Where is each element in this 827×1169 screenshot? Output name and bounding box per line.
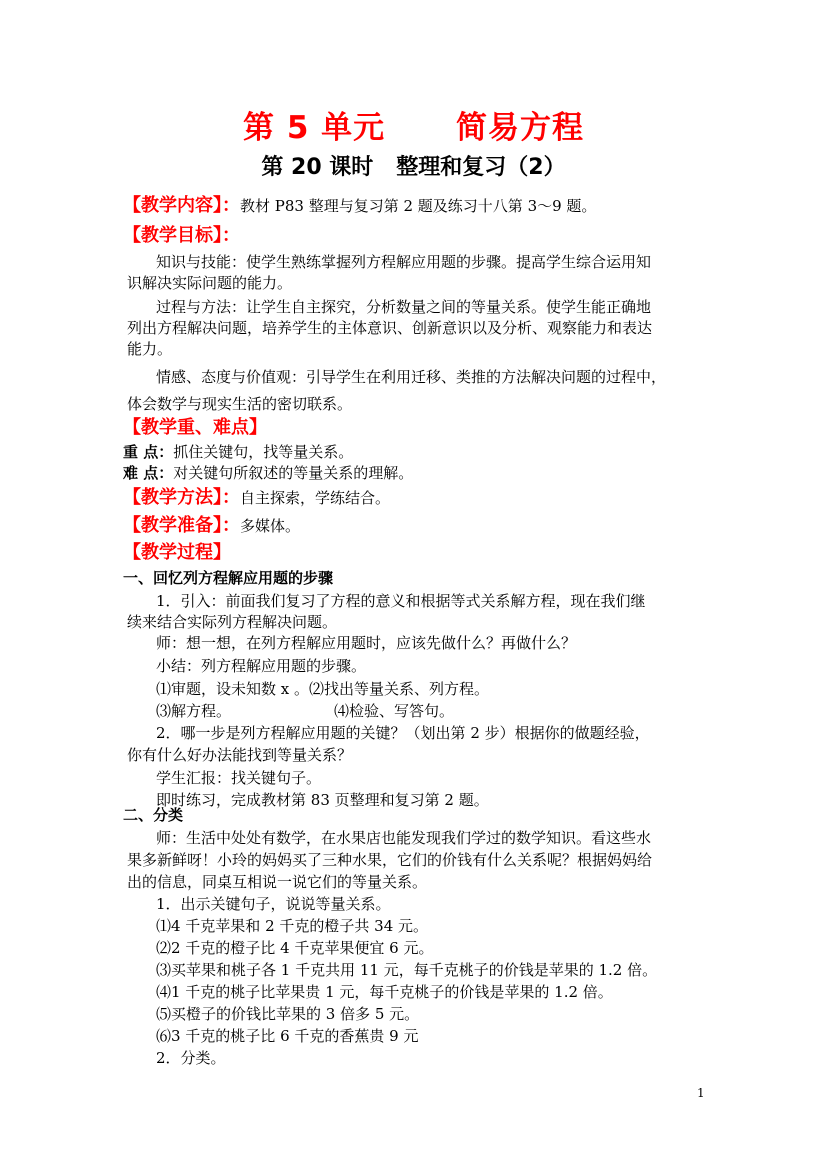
objective-line: 体会数学与现实生活的密切联系。 [127,395,353,413]
difficulty-label: 难 点： [123,464,174,482]
method-text: 自主探索，学练结合。 [240,489,391,507]
difficulty-text: 对关键句所叙述的等量关系的理解。 [173,464,414,482]
content-text: 教材 P83 整理与复习第 2 题及练习十八第 3～9 题。 [240,197,597,215]
objective-line: 列出方程解决问题，培养学生的主体意识、创新意识以及分析、观察能力和表达 [127,319,653,337]
section-two-line: 果多新鲜呀！小玲的妈妈买了三种水果，它们的价钱有什么关系呢？根据妈妈给 [127,851,653,869]
section-two-line: ⑶买苹果和桃子各 1 千克共用 11 元，每千克桃子的价钱是苹果的 1.2 倍。 [156,961,658,979]
process-heading: 【教学过程】 [123,542,231,563]
section-one-line: 师：想一想，在列方程解应用题时，应该先做什么？再做什么？ [156,634,577,652]
key-points-heading-line [123,418,267,438]
section-two-line: 1．出示关键句子，说说等量关系。 [156,895,391,913]
prep-text: 多媒体。 [240,517,301,535]
section-one-line: 你有什么好办法能找到等量关系？ [127,746,353,764]
section-one-line: ⑶解方程。 [156,702,232,720]
page-number: 1 [697,1086,705,1100]
content-line [123,196,596,216]
key-points-heading: 【教学重、难点】 [123,417,267,438]
objective-line: 知识与技能：使学生熟练掌握列方程解应用题的步骤。提高学生综合运用知 [156,253,652,271]
section-two-line: 出的信息，同桌互相说一说它们的等量关系。 [127,873,428,891]
unit-title: 第 5 单元 简易方程 [243,110,584,146]
method-heading: 【教学方法】： [123,487,240,508]
section-one-line: 学生汇报：找关键句子。 [156,769,322,787]
difficulty-line [123,463,413,483]
content-heading: 【教学内容】： [123,195,240,216]
prep-heading: 【教学准备】： [123,515,240,536]
objective-line: 能力。 [127,340,173,358]
section-two-line: ⑵2 千克的橙子比 4 千克苹果便宜 6 元。 [156,939,434,957]
objective-line: 过程与方法：让学生自主探究，分析数量之间的等量关系。使学生能正确地 [156,298,652,316]
section-two-line: ⑷1 千克的桃子比苹果贵 1 元，每千克桃子的价钱是苹果的 1.2 倍。 [156,983,613,1001]
objective-line: 识解决实际问题的能力。 [127,274,293,292]
section-one-title: 一、回忆列方程解应用题的步骤 [123,569,334,587]
lesson-title: 第 20 课时 整理和复习（2） [261,155,566,180]
objective-line: 情感、态度与价值观：引导学生在利用迁移、类推的方法解决问题的过程中， [156,368,667,386]
section-one-line: ⑷检验、写答句。 [334,702,455,720]
section-two-line: ⑹3 千克的桃子比 6 千克的香蕉贵 9 元 [156,1027,419,1045]
section-one-line: ⑴审题，设未知数 x 。⑵找出等量关系、列方程。 [156,680,489,698]
section-one-line: 续来结合实际列方程解决问题。 [127,613,338,631]
section-one-line: 1．引入：前面我们复习了方程的意义和根据等式关系解方程，现在我们继 [156,592,646,610]
section-two-line: ⑸买橙子的价钱比苹果的 3 倍多 5 元。 [156,1005,420,1023]
method-line [123,488,390,508]
objectives-heading-line [123,226,240,246]
section-two-line: ⑴4 千克苹果和 2 千克的橙子共 34 元。 [156,917,429,935]
section-two-line: 师：生活中处处有数学，在水果店也能发现我们学过的数学知识。看这些水 [156,829,652,847]
section-one-line: 即时练习，完成教材第 83 页整理和复习第 2 题。 [156,791,489,809]
key-point-line [123,442,353,462]
section-one-line: 小结：列方程解应用题的步骤。 [156,657,367,675]
key-point-text: 抓住关键句，找等量关系。 [173,443,354,461]
section-two-line: 2．分类。 [156,1049,226,1067]
key-point-label: 重 点： [123,443,174,461]
section-one-line: 2．哪一步是列方程解应用题的关键？（划出第 2 步）根据你的做题经验， [156,724,650,742]
objectives-heading: 【教学目标】： [123,225,240,246]
section-two-title: 二、分类 [123,806,184,824]
process-heading-line [123,543,231,563]
prep-line [123,516,300,536]
